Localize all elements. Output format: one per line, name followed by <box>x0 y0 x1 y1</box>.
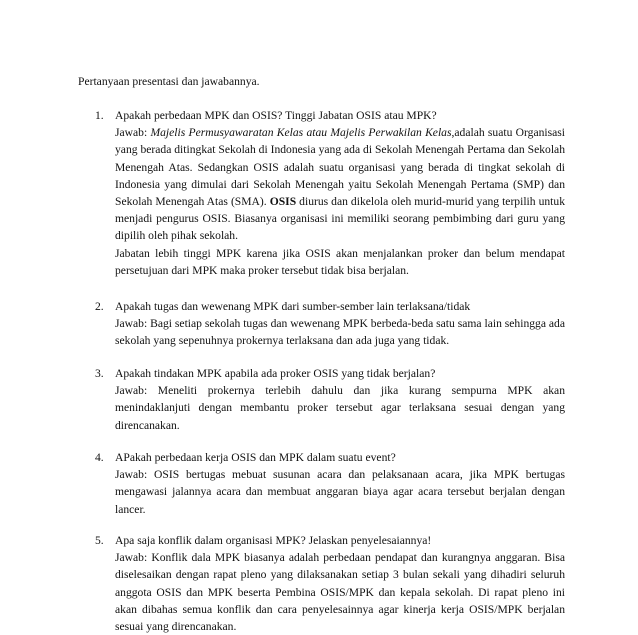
question-text: Apakah perbedaan MPK dan OSIS? Tinggi Jabatan OSIS atau MPK? <box>115 109 437 122</box>
answer-body-part2: diurus dan dikelola oleh murid-murid yang terpilih untuk menjadi pengurus OSIS. Biasanya organisasi ini memiliki seorang pembimbing dari guru yang dipilih oleh pihak sekolah. <box>115 195 565 243</box>
question-number: 5. <box>95 534 104 547</box>
answer-text <box>115 466 565 518</box>
answer-extra-paragraph: Jabatan lebih tinggi MPK karena jika OSIS akan menjalankan proker dan belum mendapat persetujuan dari MPK maka proker tersebut tidak bisa berjalan. <box>115 246 565 277</box>
answer-paragraph: Jawab: OSIS bertugas mebuat susunan acara dan pelaksanaan acara, jika MPK bertugas mengawasi jalannya acara dan membuat anggaran biaya agar acara tersebut berjalan dengan lancer. <box>115 468 565 516</box>
question-number: 1. <box>95 109 104 122</box>
answer-text <box>115 124 565 279</box>
answer-paragraph <box>115 124 565 244</box>
answer-paragraph: Jawab: Konflik dala MPK biasanya adalah perbedaan pendapat dan kurangnya anggaran. Bisa diselesaikan dengan rapat pleno yang dilaksanakan setiap 3 bulan sekali yang dihadiri seluruh anggota OSIS dan MPK beserta Pembina OSIS/MPK dan kepala sekolah. Di rapat pleno ini akan dibahas semua konflik dan cara penyelesainnya agar kinerja kerja OSIS/MPK berjalan sesuai yang direncanakan. <box>115 551 565 633</box>
answer-italic-term: Majelis Permusyawaratan Kelas atau Majelis Perwakilan Kelas <box>150 126 452 140</box>
answer-text <box>115 382 565 434</box>
answer-bold-term: OSIS <box>269 195 297 208</box>
answer-text <box>115 315 565 349</box>
answer-paragraph: Jawab: Meneliti prokernya terlebih dahulu dan jika kurang sempurna MPK akan menindaklanjuti dengan membantu proker tersebut agar terlaksana sesuai dengan yang direncanakan. <box>115 384 565 432</box>
question-text: Apakah tindakan MPK apabila ada proker OSIS yang tidak berjalan? <box>115 367 436 380</box>
question-text: APakah perbedaan kerja OSIS dan MPK dalam suatu event? <box>115 451 396 464</box>
answer-prefix: Jawab: <box>115 126 151 140</box>
question-text: Apakah tugas dan wewenang MPK dari sumber-sember lain terlaksana/tidak <box>115 300 471 313</box>
intro-text: Pertanyaan presentasi dan jawabannya. <box>78 75 260 88</box>
question-text: Apa saja konflik dalam organisasi MPK? Jelaskan penyelesaiannya! <box>115 534 432 547</box>
answer-paragraph: Jawab: Bagi setiap sekolah tugas dan wewenang MPK berbeda-beda satu sama lain sehingga ada sekolah yang sepenuhnya prokernya terlaksana dan ada juga yang tidak. <box>115 317 565 348</box>
answer-text <box>115 549 565 635</box>
question-number: 2. <box>95 300 104 313</box>
question-number: 3. <box>95 367 104 380</box>
question-number: 4. <box>95 451 104 464</box>
answer-body-part1: ,adalah suatu Organisasi yang berada ditingkat Sekolah di Indonesia yang ada di Sekolah Menengah Pertama dan Sekolah Menengah Atas. Sedangkan OSIS adalah suatu organisasi yang berada di tingkat sekolah di Indonesia yang dimulai dari Sekolah Menengah yaitu Sekolah Menengah Pertama (SMP) dan Sekolah Menengah Atas (SMA). <box>115 126 566 208</box>
